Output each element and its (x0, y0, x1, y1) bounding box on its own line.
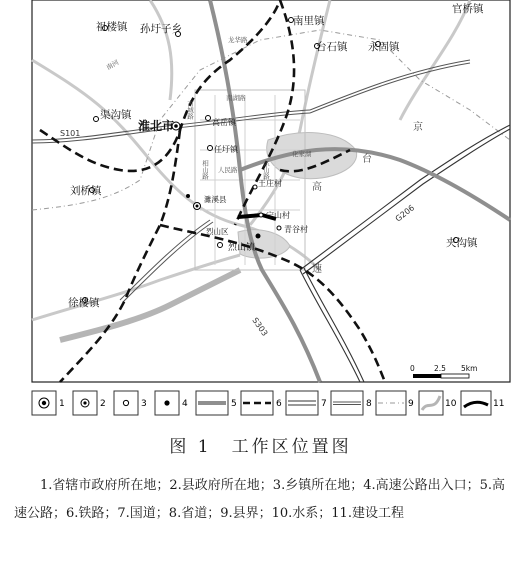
road-label: G206 (393, 203, 417, 224)
town-label: 刘桥镇 (70, 185, 102, 197)
legend-number: 5 (231, 399, 237, 409)
legend-symbol-6 (241, 391, 282, 415)
street-label: 南湖路 (226, 94, 246, 102)
scale-mid: 2.5 (434, 364, 446, 373)
street-label: 人民路 (218, 166, 238, 174)
street-label: 相山路 (201, 160, 209, 180)
place-label: 台 (362, 154, 372, 165)
legend-number: 6 (276, 399, 282, 409)
scale-end: 5km (461, 364, 478, 373)
legend-number: 4 (182, 399, 188, 409)
legend-number: 1 (59, 399, 65, 409)
place-label: 京 (413, 122, 423, 133)
place-label: 高 (312, 182, 322, 193)
town-label: 永固镇 (368, 41, 400, 53)
village-label: 青谷村 (284, 225, 308, 234)
street-label: 龙华路 (228, 36, 248, 44)
town-label: 夹沟镇 (446, 237, 478, 249)
town-label: 官桥镇 (452, 3, 484, 15)
place-label: 速 (312, 264, 322, 275)
town-label: 徐楼镇 (68, 297, 100, 309)
town-label: 任圩镇 (214, 145, 238, 154)
legend-symbol-9 (376, 391, 414, 415)
legend-symbol-4 (155, 391, 188, 415)
legend-symbol-11 (461, 391, 504, 415)
city-label: 淮北市 (138, 119, 175, 133)
legend-symbol-8 (331, 391, 372, 415)
legend-number: 11 (493, 399, 505, 409)
town-label: 渠沟镇 (100, 109, 132, 121)
town-label: 高岳镇 (212, 118, 236, 127)
legend-row (32, 391, 504, 415)
lake-label: 化家湖 (292, 150, 312, 158)
legend-number: 2 (100, 399, 106, 409)
legend-number: 3 (141, 399, 147, 409)
town-label: 台石镇 (316, 41, 348, 53)
village-label: 宁山村 (266, 211, 290, 220)
road-label: S101 (60, 129, 81, 138)
legend-number: 7 (321, 399, 327, 409)
legend-number: 8 (366, 399, 372, 409)
village-label: 王庄村 (258, 179, 282, 188)
street-label: 古城路 (186, 100, 194, 120)
legend-symbol-1 (32, 391, 65, 415)
figure-caption: 图 1 工作区位置图 (169, 437, 352, 457)
river-label: 南河 (105, 58, 121, 72)
town-label: 烈山镇 (228, 243, 256, 253)
legend-symbol-2 (73, 391, 106, 415)
street-label: 东山路 (262, 160, 270, 180)
district-label: 烈山区 (206, 227, 229, 236)
scale-zero: 0 (410, 364, 415, 373)
town-label: 祖楼镇 (96, 21, 128, 33)
legend-symbol-5 (196, 391, 237, 415)
legend-symbol-10 (419, 391, 457, 415)
legend-number: 9 (408, 399, 414, 409)
legend-symbol-7 (286, 391, 327, 415)
road-label: S303 (250, 315, 270, 338)
town-label: 孙圩子乡 (140, 23, 182, 35)
legend-symbol-3 (114, 391, 147, 415)
legend-number: 10 (445, 399, 457, 409)
legend-description: 1.省辖市政府所在地；2.县政府所在地；3.乡镇所在地；4.高速公路出入口；5.高速公路；6.铁路；7.国道；8.省道；9.县界；10.水系；11.建设工程 (14, 478, 506, 521)
county-label: 濉溪县 (204, 195, 227, 204)
town-label: 南里镇 (293, 15, 325, 27)
